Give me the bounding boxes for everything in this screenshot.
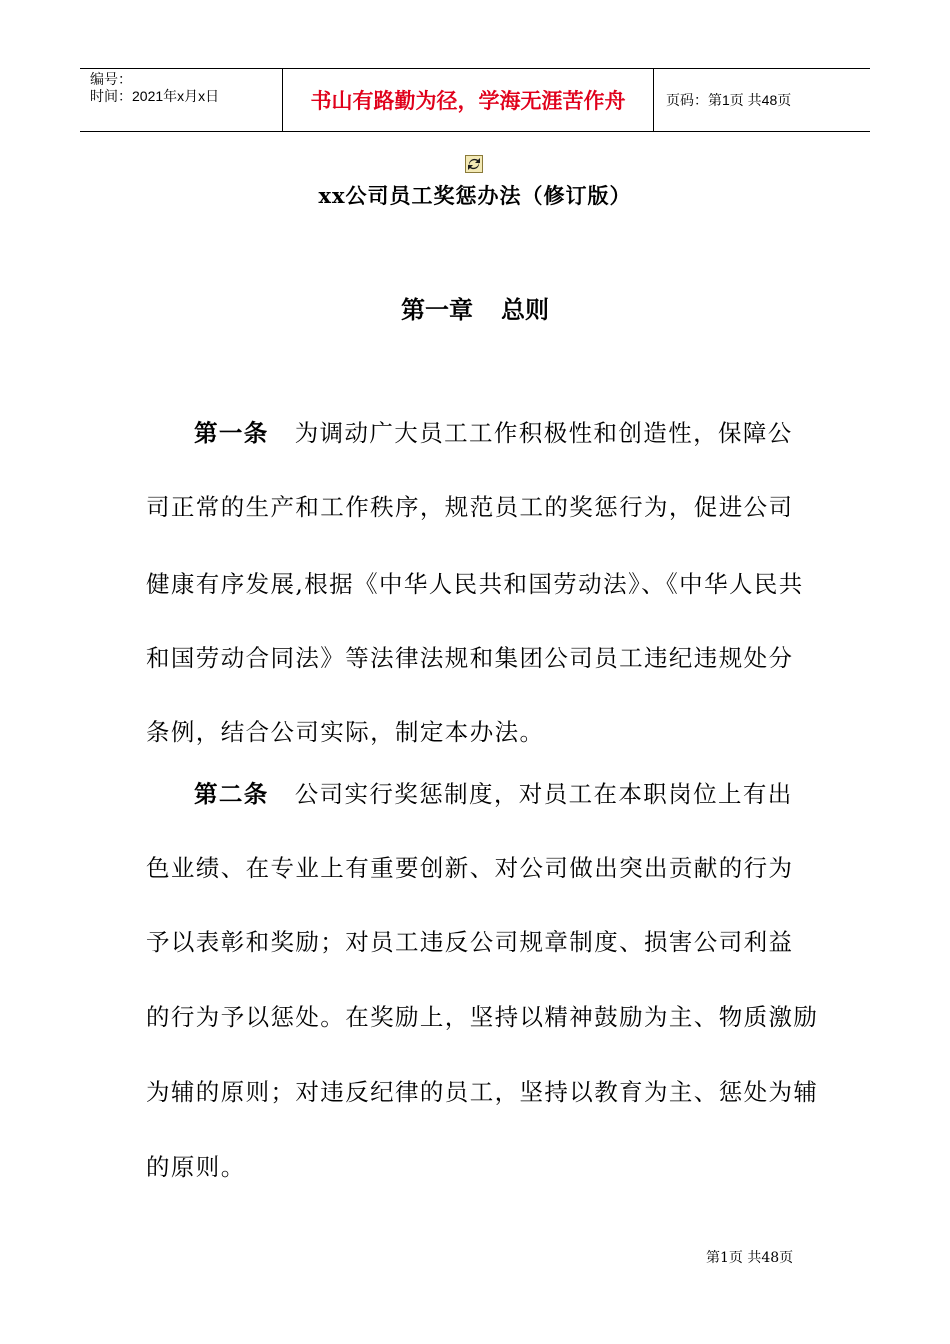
article-2-label: 第二条 [194,780,269,808]
page-header [80,68,870,132]
article-1-line-2: 司正常的生产和工作秩序，规范员工的奖惩行为，促进公司 [146,493,794,521]
article-1-line-3: 健康有序发展,根据《中华人民共和国劳动法》、《中华人民共 [146,570,804,598]
article-1-line-1 [194,414,793,448]
article-2-text-1: 公司实行奖惩制度，对员工在本职岗位上有出 [294,780,793,808]
article-2-line-5: 为辅的原则；对违反纪律的员工，坚持以教育为主、惩处为辅 [146,1078,819,1106]
chapter-name: 总则 [501,295,549,324]
chapter-number: 第一章 [401,295,473,324]
number-label: 编号： [90,71,132,87]
article-2-line-3: 予以表彰和奖励；对员工违反公司规章制度、损害公司利益 [146,928,794,956]
article-2-line-1 [194,775,793,809]
date-label: 时间：2021年x月x日 [90,88,220,104]
page-footer: 第1页 共48页 [706,1250,794,1266]
header-page-info: 页码：第1页 共48页 [666,92,792,108]
document-logo-icon [465,155,483,173]
article-1-text-1: 为调动广大员工工作积极性和创造性，保障公 [294,419,793,447]
header-motto: 书山有路勤为径，学海无涯苦作舟 [282,69,654,131]
header-meta [80,69,282,131]
article-2-line-2: 色业绩、在专业上有重要创新、对公司做出突出贡献的行为 [146,854,794,882]
document-title: xx公司员工奖惩办法（修订版） [318,183,632,208]
article-1-label: 第一条 [194,419,269,447]
chapter-heading [0,290,950,325]
article-1-line-4: 和国劳动合同法》等法律法规和集团公司员工违纪违规处分 [146,644,794,672]
article-2-line-4: 的行为予以惩处。在奖励上，坚持以精神鼓励为主、物质激励 [146,1003,819,1031]
article-2-line-6: 的原则。 [146,1153,246,1181]
article-1-line-5: 条例，结合公司实际，制定本办法。 [146,718,545,746]
